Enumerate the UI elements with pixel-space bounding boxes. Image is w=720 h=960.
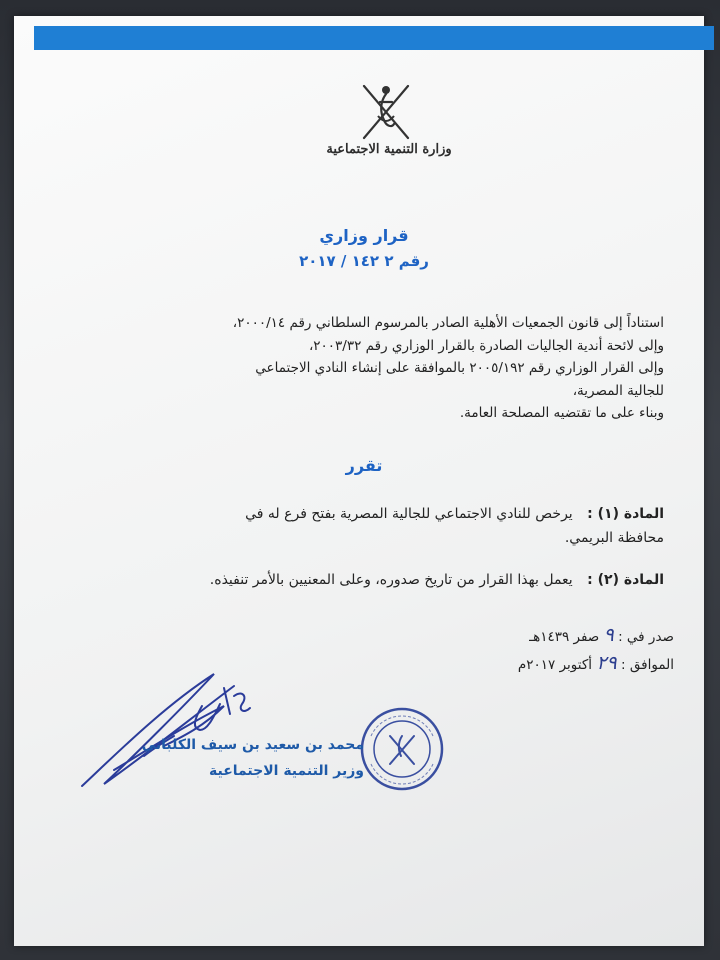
decides-heading: تقرر	[345, 456, 383, 475]
handwritten-day: ٩	[603, 624, 614, 646]
article-label: المادة (٢) :	[587, 572, 664, 588]
issued-gregorian-label: الموافق :	[621, 657, 674, 673]
decision-title: قرار وزاري	[319, 226, 409, 245]
oman-khanjar-emblem-icon	[350, 76, 422, 148]
ministry-round-seal-icon	[359, 706, 445, 792]
issued-hijri-label: صدر في :	[618, 629, 674, 645]
preamble-line: وإلى القرار الوزاري رقم ٢٠٠٥/١٩٢ بالموافقة على إنشاء النادي الاجتماعي	[255, 360, 664, 376]
signer-block	[134, 732, 364, 784]
issued-hijri-month: صفر ١٤٣٩هـ	[529, 629, 600, 645]
article-text: يرخص للنادي الاجتماعي للجالية المصرية بفتح فرع له في	[245, 506, 573, 522]
article-text: محافظة البريمي.	[564, 530, 664, 546]
article-text: يعمل بهذا القرار من تاريخ صدوره، وعلى المعنيين بالأمر تنفيذه.	[209, 572, 573, 588]
header-blue-band	[34, 26, 714, 50]
ministry-name: وزارة التنمية الاجتماعية	[326, 142, 452, 157]
handwritten-day: ٢٩	[596, 652, 617, 674]
decision-number: رقم ٢ ١٤٢ / ٢٠١٧	[299, 252, 429, 270]
article-2	[134, 568, 664, 592]
signer-name: محمد بن سعيد بن سيف الكلباني	[141, 737, 364, 753]
signer-title: وزير التنمية الاجتماعية	[209, 763, 364, 779]
preamble-line: استناداً إلى قانون الجمعيات الأهلية الصادر بالمرسوم السلطاني رقم ٢٠٠٠/١٤،	[232, 315, 664, 331]
issue-date	[424, 622, 674, 678]
article-1	[134, 502, 664, 550]
preamble-line: للجالية المصرية،	[572, 382, 664, 399]
preamble	[124, 312, 664, 425]
preamble-line: وبناء على ما تقتضيه المصلحة العامة.	[459, 405, 664, 421]
issued-gregorian-month: أكتوبر ٢٠١٧م	[517, 657, 593, 673]
preamble-line: وإلى لائحة أندية الجاليات الصادرة بالقرار الوزاري رقم ٢٠٠٣/٣٢،	[308, 337, 664, 354]
article-label: المادة (١) :	[587, 506, 664, 522]
document-page	[14, 16, 704, 946]
